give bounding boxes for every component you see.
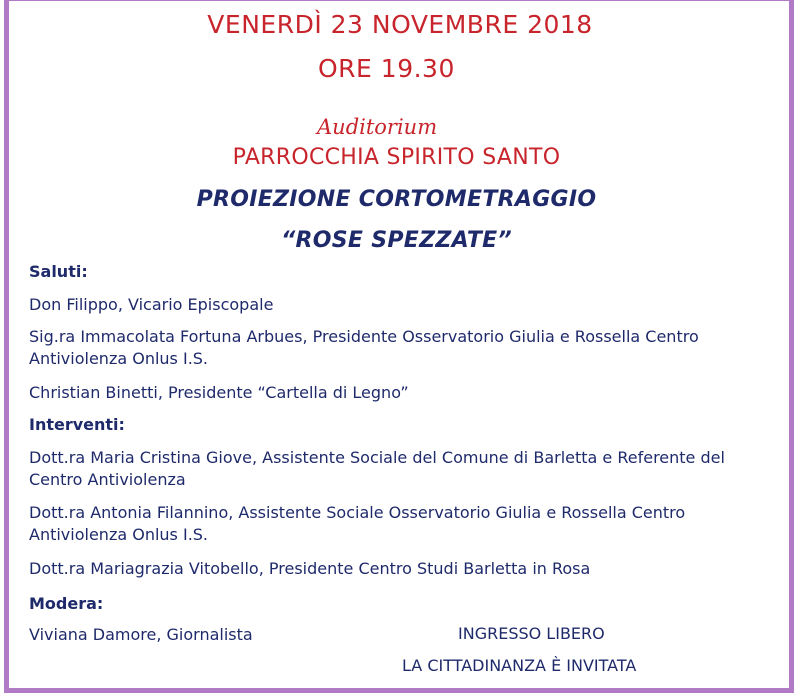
event-date: VENERDÌ 23 NOVEMBRE 2018 — [207, 10, 593, 39]
entry-free-notice: INGRESSO LIBERO — [458, 624, 605, 643]
interventi-heading: Interventi: — [29, 415, 125, 434]
saluti-item: Sig.ra Immacolata Fortuna Arbues, Presidente Osservatorio Giulia e Rossella Centro Antiviolenza Onlus I.S. — [29, 327, 699, 368]
event-parish: PARROCCHIA SPIRITO SANTO — [232, 145, 561, 170]
moderator: Viviana Damore, Giornalista — [29, 625, 253, 644]
interventi-item: Dott.ra Antonia Filannino, Assistente Sociale Osservatorio Giulia e Rossella Centro Antiviolenza Onlus I.S. — [29, 503, 686, 544]
film-title: “ROSE SPEZZATE” — [281, 228, 512, 253]
invitation-notice: LA CITTADINANZA È INVITATA — [402, 656, 637, 675]
event-venue: Auditorium — [317, 115, 438, 139]
event-time: ORE 19.30 — [318, 54, 455, 83]
screening-title: PROIEZIONE CORTOMETRAGGIO — [196, 187, 597, 212]
saluti-item: Christian Binetti, Presidente “Cartella di Legno” — [29, 383, 409, 402]
saluti-heading: Saluti: — [29, 262, 88, 281]
interventi-item: Dott.ra Mariagrazia Vitobello, Presidente Centro Studi Barletta in Rosa — [29, 559, 591, 578]
saluti-item: Don Filippo, Vicario Episcopale — [29, 295, 274, 314]
modera-heading: Modera: — [29, 594, 104, 613]
interventi-item: Dott.ra Maria Cristina Giove, Assistente Sociale del Comune di Barletta e Referente del Centro Antiviolenza — [29, 448, 725, 489]
